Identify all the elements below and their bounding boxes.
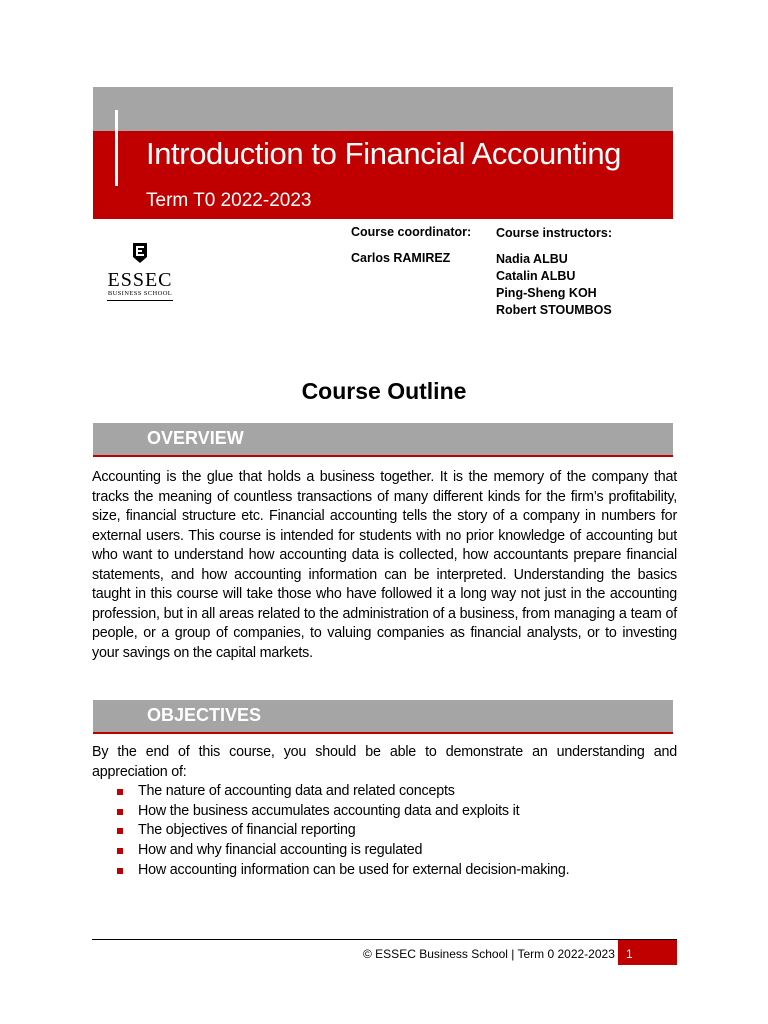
essec-shield-icon	[132, 242, 148, 264]
page-number: 1	[626, 947, 633, 961]
objective-item: How and why financial accounting is regulated	[117, 841, 569, 861]
objective-item: The objectives of financial reporting	[117, 821, 569, 841]
objective-item: The nature of accounting data and related concepts	[117, 782, 569, 802]
overview-section-header	[93, 423, 673, 457]
header-accent-bar	[115, 110, 118, 186]
instructor-name: Ping-Sheng KOH	[496, 286, 597, 300]
coordinator-label: Course coordinator:	[351, 225, 472, 239]
objectives-section-header	[93, 700, 673, 734]
instructor-name: Catalin ALBU	[496, 269, 576, 283]
instructor-name: Robert STOUMBOS	[496, 303, 612, 317]
overview-heading: OVERVIEW	[147, 428, 244, 448]
course-title: Introduction to Financial Accounting	[146, 136, 622, 171]
logo-wordmark: ESSEC	[107, 269, 173, 291]
footer-divider	[92, 939, 677, 940]
instructor-name: Nadia ALBU	[496, 252, 568, 266]
page-number-box	[618, 940, 677, 965]
objective-item: How accounting information can be used for external decision-making.	[117, 861, 569, 881]
objective-item: How the business accumulates accounting data and exploits it	[117, 802, 569, 822]
logo-subtitle: BUSINESS SCHOOL	[107, 290, 173, 297]
document-title: Course Outline	[301, 378, 467, 404]
objectives-intro: By the end of this course, you should be able to demonstrate an understanding and appreciation of:	[92, 744, 677, 780]
instructors-label: Course instructors:	[496, 226, 612, 240]
essec-logo	[105, 242, 175, 304]
header-banner-top	[93, 87, 673, 131]
coordinator-name: Carlos RAMIREZ	[351, 251, 451, 265]
objectives-list	[117, 782, 569, 881]
objectives-heading: OBJECTIVES	[147, 705, 262, 725]
overview-paragraph: Accounting is the glue that holds a business together. It is the memory of the company that tracks the meaning of countless transactions of many different kinds for the firm’s profitability, size, financial structure etc. Financial accounting tells the story of a company in numbers for external users. This course is intended for students with no prior knowledge of accounting but who want to understand how accounting data is collected, how accountants prepare financial statements, and how accounting information can be interpreted. Understanding the basics taught in this course will take those who have followed it a long way not just in the accounting profession, but in all areas related to the administration of a business, from managing a team of people, or a group of companies, to valuing companies as financial analysts, or to investing your savings on the capital markets.	[92, 469, 677, 661]
footer-copyright: © ESSEC Business School | Term 0 2022-2023	[363, 947, 615, 961]
logo-underline	[107, 300, 173, 301]
instructors-list	[496, 251, 612, 319]
course-term: Term T0 2022-2023	[146, 190, 312, 211]
